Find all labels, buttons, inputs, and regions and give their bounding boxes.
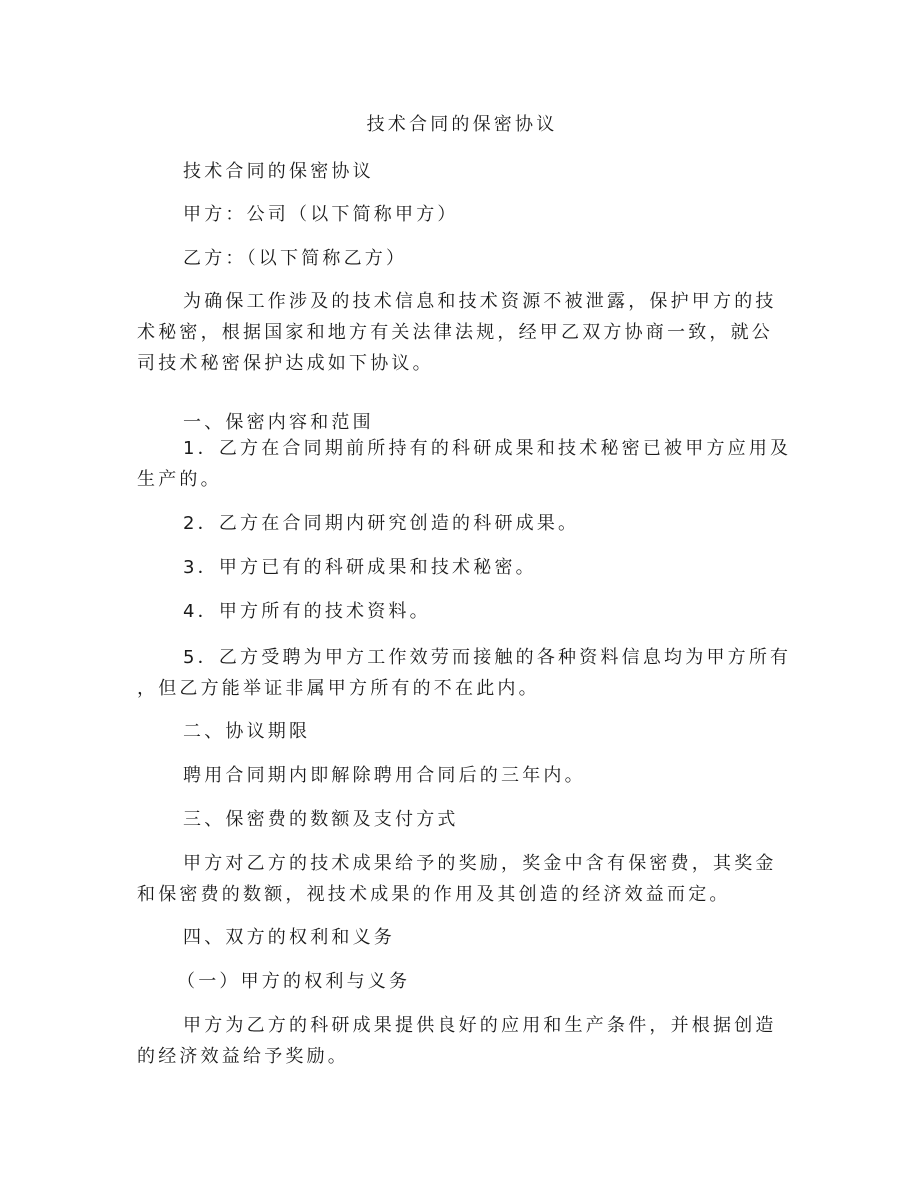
paragraph-party-a: 甲方：公司（以下简称甲方） xyxy=(183,204,459,225)
list-item-2: 2．乙方在合同期内研究创造的科研成果。 xyxy=(183,513,580,534)
section-heading-3: 三、保密费的数额及支付方式 xyxy=(183,809,459,830)
section-heading-4: 四、双方的权利和义务 xyxy=(183,927,395,948)
list-item-5: 5．乙方受聘为甲方工作效劳而接触的各种资料信息均为甲方所有 ，但乙方能举证非属甲方所有的不在此内。 xyxy=(137,647,792,699)
subsection-heading-party-a: （一）甲方的权利与义务 xyxy=(177,971,411,992)
list-item-3: 3．甲方已有的科研成果和技术秘密。 xyxy=(183,557,537,578)
paragraph-party-a-duties: 甲方为乙方的科研成果提供良好的应用和生产条件，并根据创造 的经济效益给予奖励。 xyxy=(137,1015,777,1067)
section-heading-2: 二、协议期限 xyxy=(183,721,311,742)
list-item-4: 4．甲方所有的技术资料。 xyxy=(183,601,431,622)
section-heading-1: 一、保密内容和范围 xyxy=(183,412,374,433)
paragraph-party-b: 乙方：（以下简称乙方） xyxy=(183,248,408,269)
paragraph-fee: 甲方对乙方的技术成果给予的奖励，奖金中含有保密费，其奖金 和保密费的数额，视技术成果的作用及其创造的经济效益而定。 xyxy=(137,853,777,905)
document-title: 技术合同的保密协议 xyxy=(366,114,558,135)
paragraph-subtitle: 技术合同的保密协议 xyxy=(183,161,374,182)
paragraph-preamble: 为确保工作涉及的技术信息和技术资源不被泄露，保护甲方的技 术秘密，根据国家和地方有关法律法规，经甲乙双方协商一致，就公 司技术秘密保护达成如下协议。 xyxy=(137,291,777,374)
list-item-1: 1．乙方在合同期前所持有的科研成果和技术秘密已被甲方应用及 生产的。 xyxy=(137,438,792,490)
paragraph-term: 聘用合同期内即解除聘用合同后的三年内。 xyxy=(183,765,586,786)
